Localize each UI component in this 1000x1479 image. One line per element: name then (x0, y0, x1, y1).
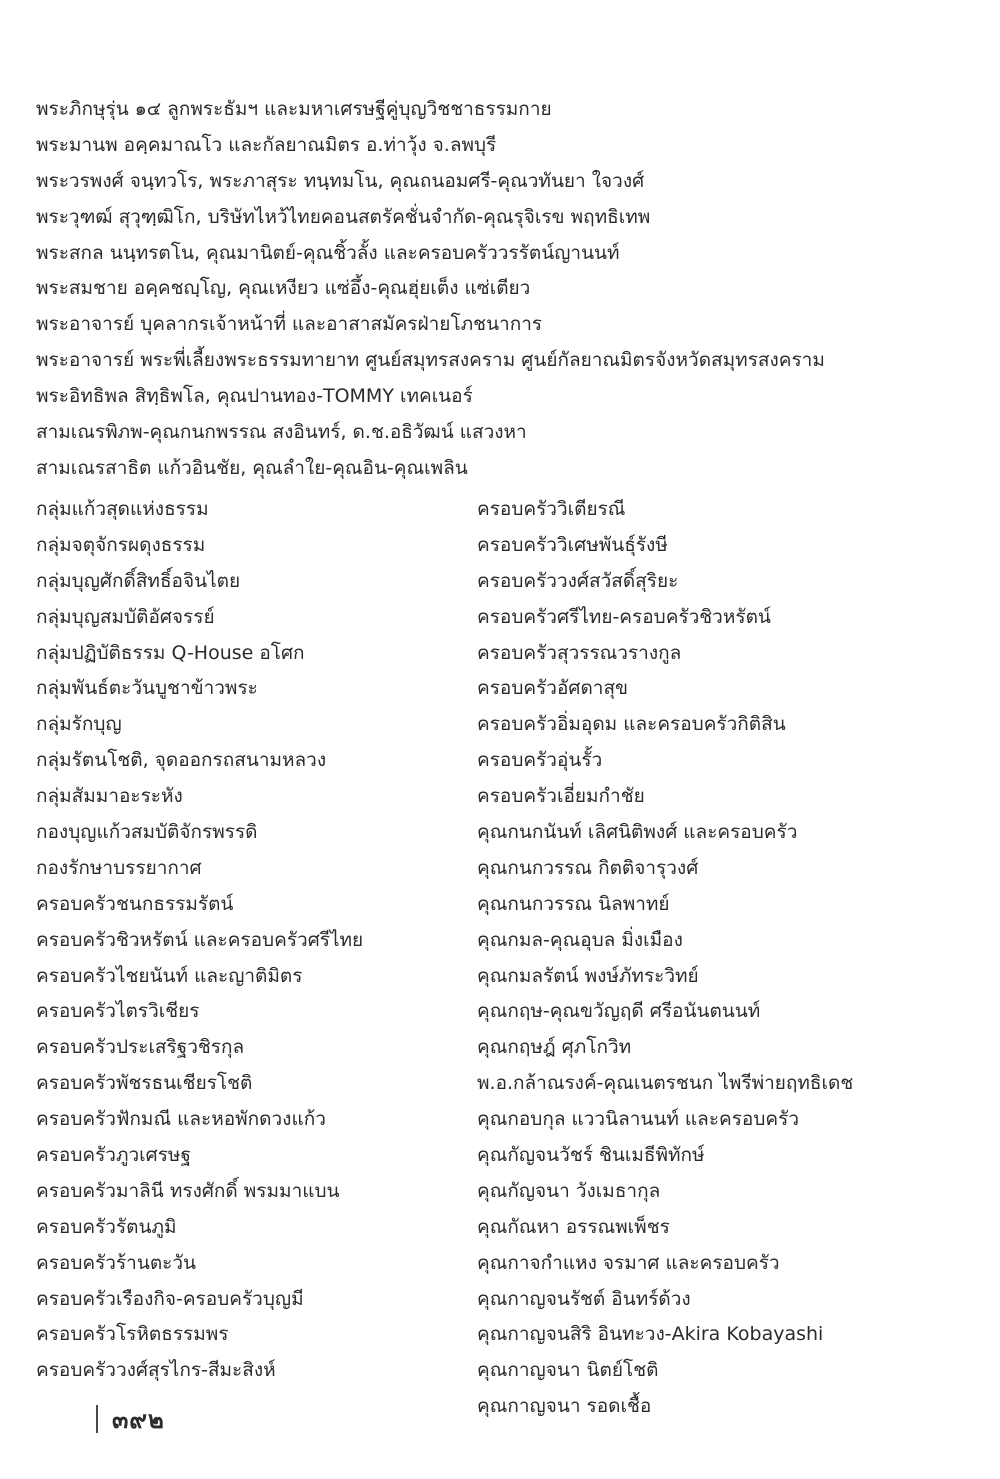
donor-item: ครอบครัววิเตียรณี (477, 498, 626, 520)
donor-item: คุณกาญจนา นิตย์โชติ (477, 1359, 659, 1382)
donor-item: คุณกนกนันท์ เลิศนิติพงศ์ และครอบครัว (477, 821, 798, 844)
donor-item: ครอบครัวร้านตะวัน (36, 1251, 197, 1274)
donor-list-left-column (36, 492, 466, 1389)
donor-item: ครอบครัวรัตนภูมิ (36, 1215, 177, 1238)
donor-line: พระภิกษุรุ่น ๑๔ ลูกพระธัมฯ และมหาเศรษฐีคู่บุญวิชชาธรรมกาย (36, 98, 552, 120)
donor-item: กลุ่มสัมมาอะระหัง (36, 785, 183, 808)
donor-line: สามเณรสาธิต แก้วอินชัย, คุณลำใย-คุณอิน-คุณเพลิน (36, 456, 468, 479)
donor-item: ครอบครัวเอี่ยมกำชัย (477, 785, 645, 808)
donor-line: พระสกล นนฺทรตโน, คุณมานิตย์-คุณชิ้วลั้ง และครอบครัววรรัตน์ญานนท์ (36, 241, 620, 264)
donor-line: พระวุฑฒ์ สุวุฑฺฒิโก, บริษัทไหว้ไทยคอนสตรัคชั่นจำกัด-คุณรุจิเรข พฤทธิเทพ (36, 205, 651, 228)
donor-item: คุณกฤษ-คุณขวัญฤดี ศรีอนันตนนท์ (477, 1000, 761, 1023)
donor-item: ครอบครัวไตรวิเชียร (36, 1000, 200, 1023)
donor-item: กองบุญแก้วสมบัติจักรพรรดิ (36, 821, 258, 844)
donor-item: คุณกาญจนา รอดเชื้อ (477, 1395, 652, 1418)
donor-item: ครอบครัวฟักมณี และหอพักดวงแก้ว (36, 1108, 326, 1131)
page-footer (96, 1404, 165, 1434)
donor-line: พระวรพงศ์ จนฺทวโร, พระภาสุระ ทนฺทมโน, คุณถนอมศรี-คุณวทันยา ใจวงศ์ (36, 169, 645, 192)
donor-item: กลุ่มรัตนโชติ, จุดออกรถสนามหลวง (36, 749, 327, 772)
donor-item: คุณกฤษฎ์ ศุภโกวิท (477, 1036, 632, 1059)
donor-item: คุณกนกวรรณ นิลพาทย์ (477, 892, 670, 915)
footer-divider (96, 1405, 98, 1433)
donor-line: สามเณรพิภพ-คุณกนกพรรณ สงอินทร์, ด.ช.อธิวัฒน์ แสวงหา (36, 421, 527, 444)
donor-item: ครอบครัวประเสริฐวชิรกุล (36, 1036, 245, 1059)
donor-item: คุณกาญจนสิริ อินทะวง-Akira Kobayashi (477, 1323, 824, 1346)
donor-item: ครอบครัวชิวหรัตน์ และครอบครัวศรีไทย (36, 928, 364, 951)
donor-item: กลุ่มปฏิบัติธรรม Q-House อโศก (36, 641, 305, 664)
donor-item: ครอบครัวโรหิตธรรมพร (36, 1323, 229, 1346)
donor-item: ครอบครัววิเศษพันธุ์รังษี (477, 533, 668, 556)
donor-item: กลุ่มบุญศักดิ์สิทธิ์อจินไตย (36, 569, 241, 592)
donor-item: กลุ่มจตุจักรผดุงธรรม (36, 533, 206, 556)
donor-item: ครอบครัววงศ์สุรไกร-สีมะสิงห์ (36, 1359, 276, 1382)
donor-item: ครอบครัววงศ์สวัสดิ์สุริยะ (477, 569, 679, 592)
donor-item: คุณกมล-คุณอุบล มิ่งเมือง (477, 928, 683, 951)
donor-item: ครอบครัวมาลินี ทรงศักดิ์ พรมมาแบน (36, 1179, 340, 1202)
donor-item: ครอบครัวอิ่มอุดม และครอบครัวกิติสิน (477, 713, 786, 736)
donor-item: ครอบครัวพัชรธนเชียรโชติ (36, 1072, 253, 1095)
donor-item: คุณกัญจนวัชร์ ชินเมธีพิทักษ์ (477, 1144, 705, 1167)
donor-item: คุณกาจกำแหง จรมาศ และครอบครัว (477, 1251, 780, 1274)
donor-list-right-column (477, 492, 907, 1425)
donor-item: ครอบครัวภูวเศรษฐ (36, 1144, 191, 1167)
donor-item: คุณกอบกุล แววนิลานนท์ และครอบครัว (477, 1108, 799, 1131)
donor-item: กลุ่มรักบุญ (36, 713, 122, 736)
donor-line: พระมานพ อคฺคมาณโว และกัลยาณมิตร อ.ท่าวุ้ง จ.ลพบุรี (36, 133, 497, 156)
donor-item: ครอบครัวศรีไทย-ครอบครัวชิวหรัตน์ (477, 605, 771, 628)
donor-item: พ.อ.กล้าณรงค์-คุณเนตรชนก ไพรีพ่ายฤทธิเดช (477, 1072, 854, 1095)
donor-item: กองรักษาบรรยากาศ (36, 856, 202, 879)
donor-list-top (36, 92, 976, 487)
donor-line: พระอิทธิพล สิทฺธิพโล, คุณปานทอง-TOMMY เทคเนอร์ (36, 385, 473, 408)
donor-line: พระอาจารย์ บุคลากรเจ้าหน้าที่ และอาสาสมัครฝ่ายโภชนาการ (36, 313, 543, 336)
donor-item: ครอบครัวสุวรรณวรางกูล (477, 641, 682, 664)
donor-line: พระสมชาย อคฺคชญฺโญ, คุณเหงียว แซ่อึ้ง-คุณฮุ่ยเต็ง แซ่เตียว (36, 277, 531, 300)
page-number: ๓๙๒ (112, 1405, 165, 1434)
donor-item: คุณกนกวรรณ กิตติจารุวงศ์ (477, 856, 699, 879)
donor-item: ครอบครัวไชยนันท์ และญาติมิตร (36, 964, 303, 987)
donor-item: กลุ่มบุญสมบัติอัศจรรย์ (36, 605, 215, 628)
donor-line: พระอาจารย์ พระพี่เลี้ยงพระธรรมทายาท ศูนย์สมุทรสงคราม ศูนย์กัลยาณมิตรจังหวัดสมุทรสงคราม (36, 349, 825, 372)
donor-item: คุณกัณหา อรรณพเพ็ชร (477, 1215, 670, 1238)
donor-item: กลุ่มแก้วสุดแห่งธรรม (36, 498, 209, 520)
donor-item: กลุ่มพันธ์ตะวันบูชาข้าวพระ (36, 677, 258, 700)
donor-item: ครอบครัวอุ่นรั้ว (477, 749, 603, 772)
donor-item: คุณกมลรัตน์ พงษ์ภัทระวิทย์ (477, 964, 699, 987)
donor-item: ครอบครัวเรืองกิจ-ครอบครัวบุญมี (36, 1287, 304, 1310)
donor-item: คุณกัญจนา วังเมธากุล (477, 1179, 661, 1202)
donor-item: คุณกาญจนรัชต์ อินทร์ด้วง (477, 1287, 691, 1310)
donor-item: ครอบครัวอัศดาสุข (477, 677, 629, 700)
donor-item: ครอบครัวชนกธรรมรัตน์ (36, 892, 234, 915)
